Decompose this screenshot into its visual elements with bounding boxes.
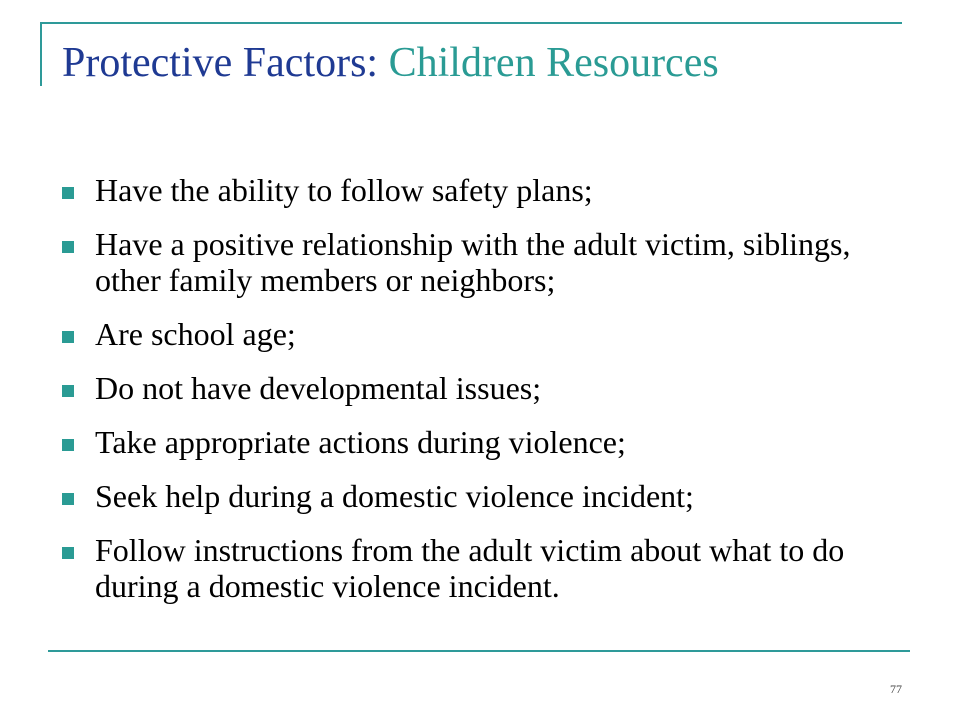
bullet-list xyxy=(62,172,882,622)
slide-title xyxy=(62,38,719,88)
bottom-rule xyxy=(48,650,910,652)
bullet-item: Seek help during a domestic violence incident; xyxy=(62,478,882,514)
bullet-item: Do not have developmental issues; xyxy=(62,370,882,406)
bullet-item: Have a positive relationship with the adult victim, siblings, other family members or neighbors; xyxy=(62,226,882,298)
page-number: 77 xyxy=(890,682,902,696)
title-primary: Protective Factors: xyxy=(62,40,389,86)
bullet-item: Have the ability to follow safety plans; xyxy=(62,172,882,208)
title-accent: Children Resources xyxy=(388,40,719,86)
top-rule xyxy=(40,22,902,24)
left-rule xyxy=(40,22,42,86)
bullet-item: Follow instructions from the adult victim about what to do during a domestic violence incident. xyxy=(62,532,882,604)
bullet-item: Are school age; xyxy=(62,316,882,352)
bullet-item: Take appropriate actions during violence; xyxy=(62,424,882,460)
